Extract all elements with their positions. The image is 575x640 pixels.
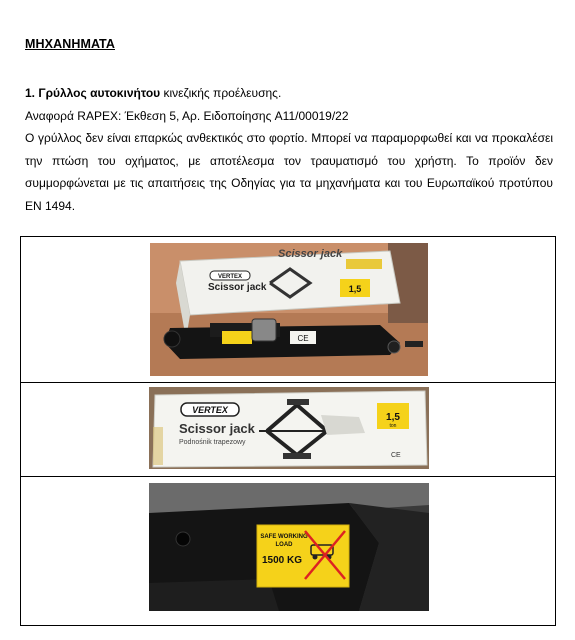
box2-brand-text: VERTEX [192, 405, 228, 415]
product-entry [25, 82, 553, 217]
photo-cell-1 [21, 237, 555, 383]
jack-ce-text: CE [297, 334, 309, 343]
box2-product-text: Scissor jack [179, 421, 255, 436]
box-product-text: Scissor jack [208, 282, 267, 293]
box2-load-text: 1,5 [386, 412, 400, 423]
photo-table [20, 236, 556, 626]
section-heading: ΜΗΧΑΝΗΜΑΤΑ [25, 37, 115, 51]
label-line2: LOAD [275, 542, 293, 548]
label-line1: SAFE WORKING [260, 534, 308, 540]
box2-ce-text: CE [391, 452, 401, 459]
photo-jack-with-box [150, 243, 428, 376]
box2-load-unit: ton [389, 423, 397, 429]
photo-safe-load-label [149, 483, 429, 611]
product-number: 1. [25, 86, 36, 100]
product-origin: κινεζικής προέλευσης. [160, 86, 282, 100]
rapex-reference: Αναφορά RAPEX: Έκθεση 5, Αρ. Ειδοποίησης A11/00019/22 [25, 108, 349, 123]
product-name: Γρύλλος αυτοκινήτου [38, 86, 161, 100]
photo-cell-3 [21, 476, 555, 626]
label-value: 1500 KG [261, 555, 303, 566]
photo-jack-box-front [149, 387, 429, 469]
box-load-text: 1,5 [348, 284, 362, 294]
box-brand-text: VERTEX [217, 274, 243, 280]
product-title [25, 82, 553, 105]
risk-description: Ο γρύλλος δεν είναι επαρκώς ανθεκτικός στο φορτίο. Μπορεί να παραμορφωθεί και να προκαλέσει την πτώση του οχήματος, με αποτέλεσμα τον τραυματισμό του χρήστη. Το προϊόν δεν συμμορφώνεται με τις απαιτήσεις της Οδηγίας για τα μηχανήματα και του Ευρωπαϊκού προτύπου EN 1494. [25, 131, 553, 213]
photo-cell-2 [21, 382, 555, 477]
box2-subtitle-text: Podnośnik trapezowy [179, 439, 246, 446]
box-top-text: Scissor jack [278, 248, 343, 260]
